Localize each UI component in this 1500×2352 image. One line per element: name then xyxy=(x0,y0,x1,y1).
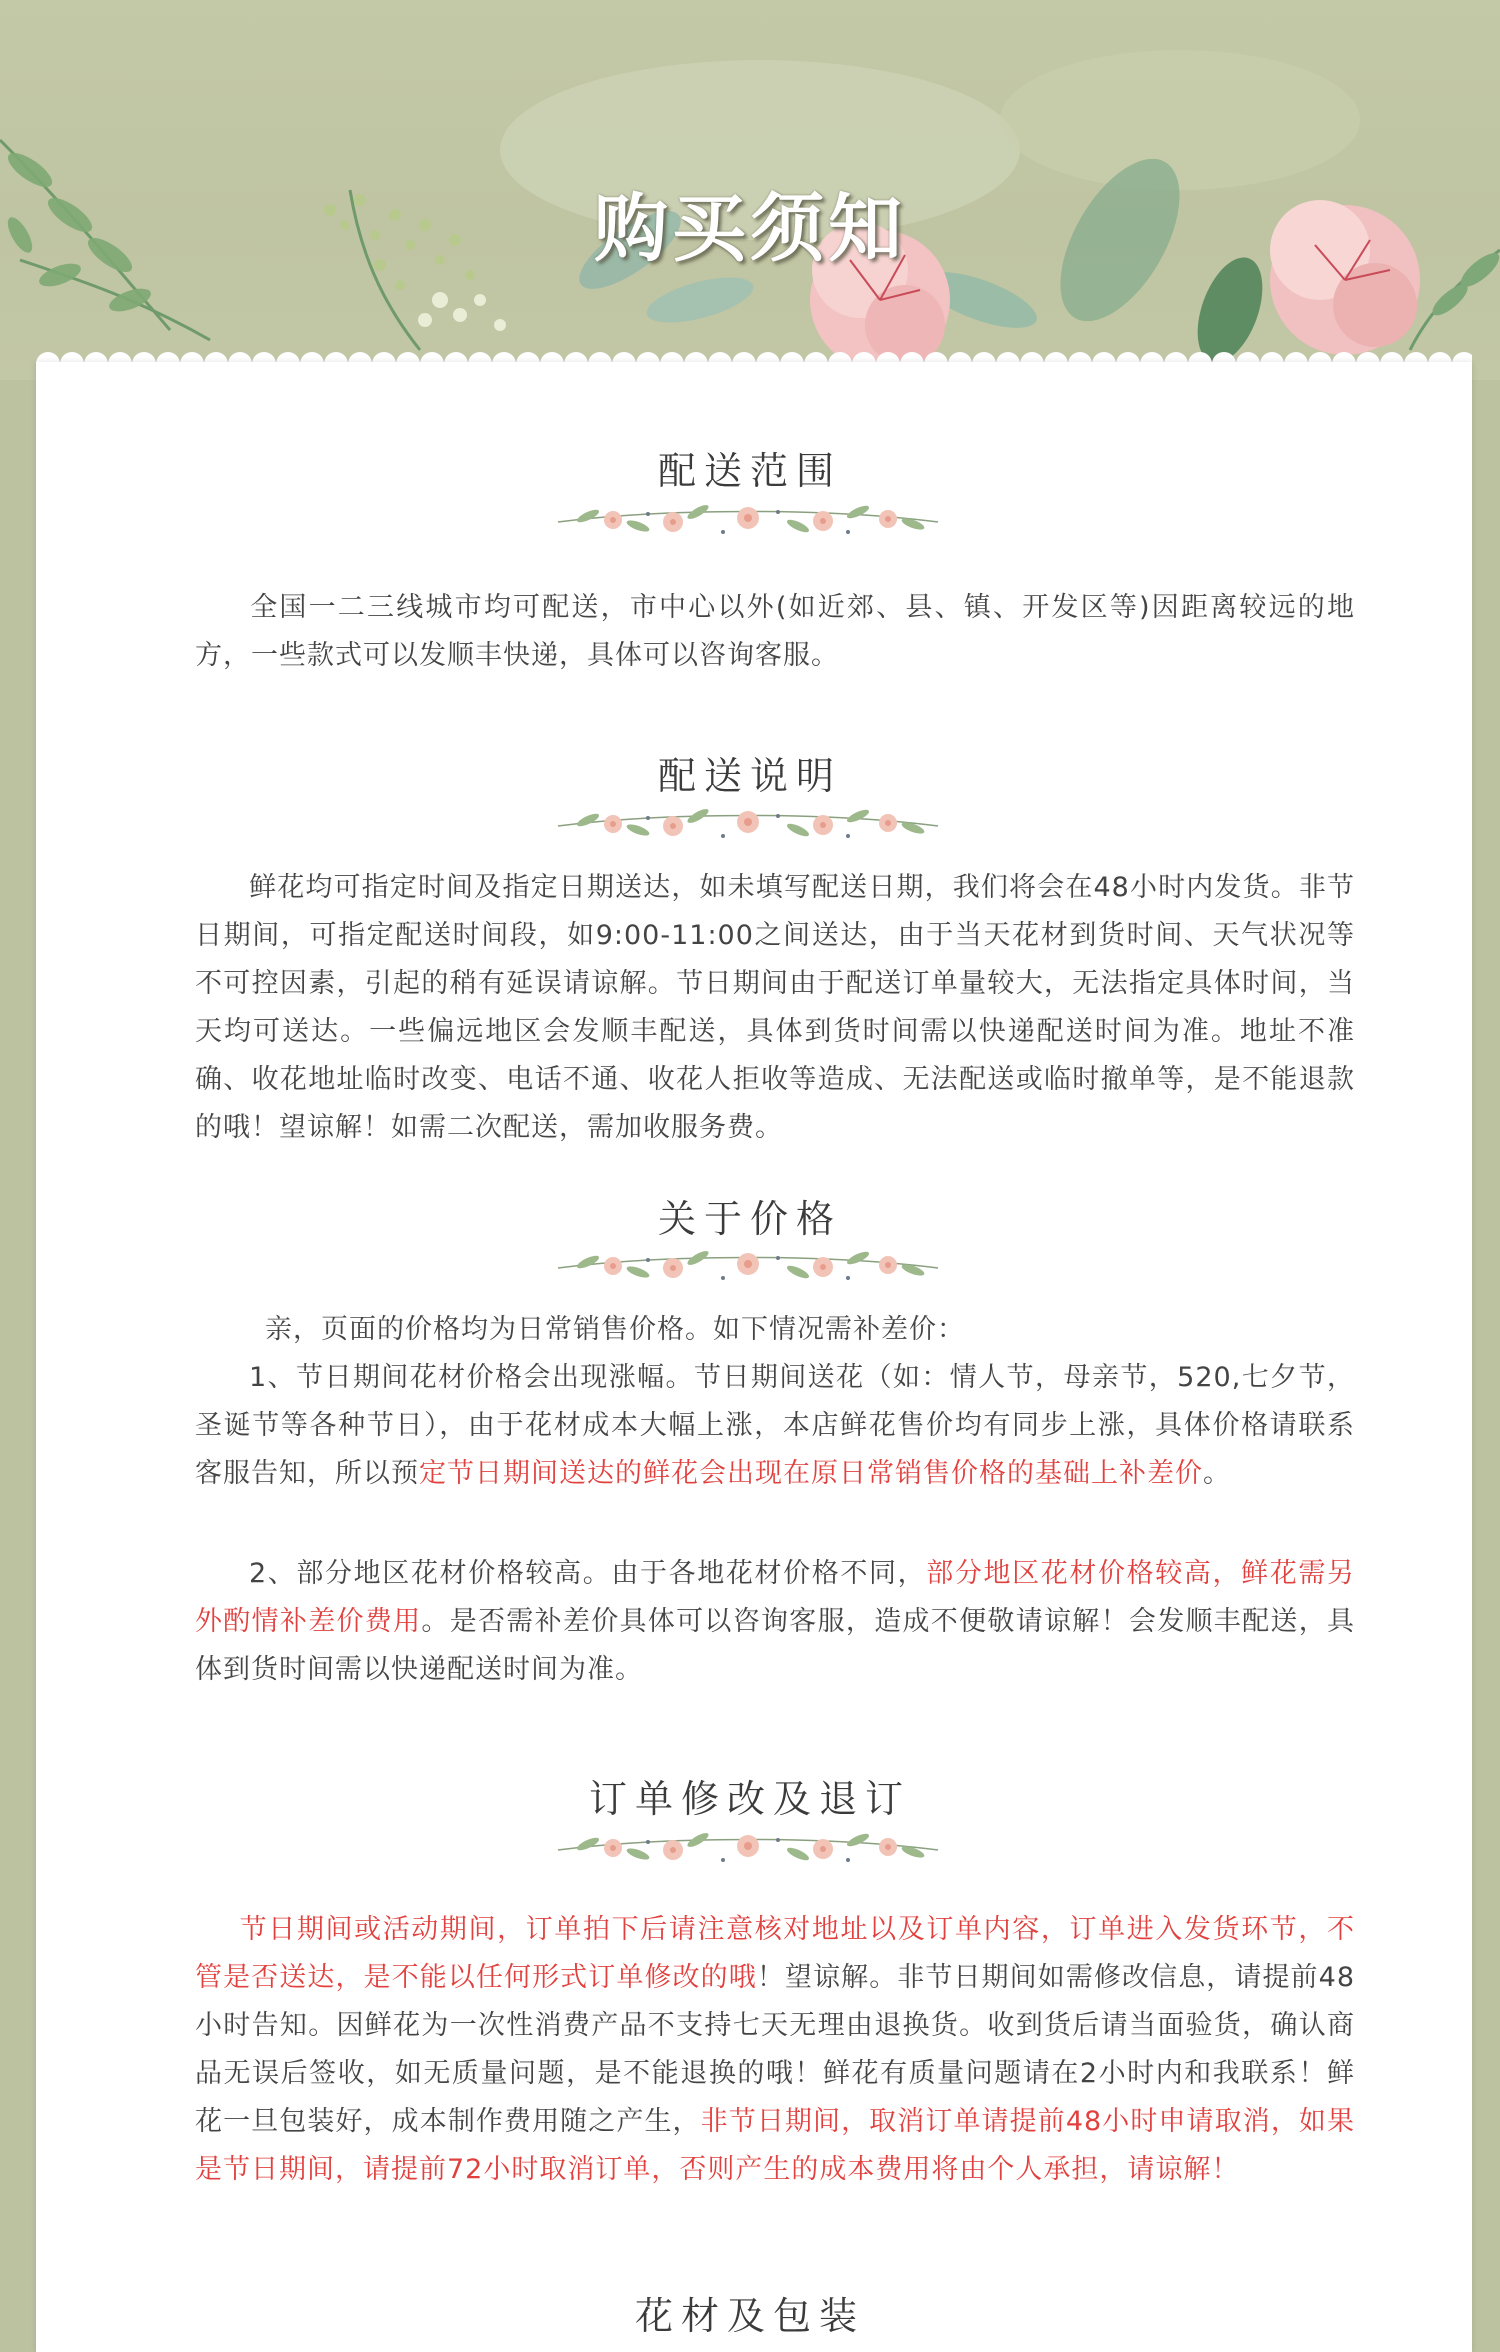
paragraph-delivery-notes xyxy=(195,864,1355,1152)
text-segment: 全国一二三线城市均可配送，市中心以外(如近郊、县、镇、开发区等)因距离较远的地方，一些款式可以发顺丰快递，具体可以咨询客服。 xyxy=(195,592,1355,671)
section-title-order-changes: 订单修改及退订 xyxy=(588,1777,911,1821)
highlight-text: 定节日期间送达的鲜花会出现在原日常销售价格的基础上补差价 xyxy=(419,1458,1203,1489)
highlight-text: 非节日期间，取消订单请提前48小时申请取消，如果是节日期间，请提前72小时取消订单，否则产生的成本费用将由个人承担，请谅解！ xyxy=(195,2106,1355,2185)
paragraph-pricing-holiday xyxy=(195,1354,1355,1498)
floral-divider xyxy=(548,488,948,548)
paragraph-order-changes xyxy=(195,1906,1355,2194)
section-title-pricing: 关于价格 xyxy=(657,1197,842,1241)
text-segment: 。 xyxy=(1203,1458,1231,1489)
text-segment: 亲，页面的价格均为日常销售价格。如下情况需补差价： xyxy=(265,1314,965,1345)
text-segment: 1、节日期间花材价格会出现涨幅。节日期间送花（如：情人节，母亲节，520,七夕节，圣诞节等各种节日），由于花材成本大幅上涨，本店鲜花售价均有同步上涨，具体价格请联系客服告知，所以预 xyxy=(195,1362,1355,1489)
paragraph-pricing-intro xyxy=(195,1306,1355,1354)
section-title-delivery-range: 配送范围 xyxy=(657,449,842,493)
highlight-text: 节日期间或活动期间，订单拍下后请注意核对地址以及订单内容，订单进入发货环节，不管是否送达，是不能以任何形式订单修改的哦 xyxy=(195,1914,1355,1993)
text-segment: 2、部分地区花材价格较高。由于各地花材价格不同， xyxy=(249,1558,927,1589)
floral-divider xyxy=(548,792,948,852)
floral-divider xyxy=(548,1234,948,1294)
section-title-delivery-notes: 配送说明 xyxy=(657,754,842,798)
text-segment: ！望谅解。非节日期间如需修改信息，请提前48小时告知。因鲜花为一次性消费产品不支持七天无理由退换货。收到货后请当面验货，确认商品无误后签收，如无质量问题，是不能退换的哦！鲜花有质量问题请在2小时内和我联系！鲜花一旦包装好，成本制作费用随之产生， xyxy=(195,1962,1356,2137)
section-title-materials-packaging: 花材及包装 xyxy=(634,2294,865,2338)
text-segment: 鲜花均可指定时间及指定日期送达，如未填写配送日期，我们将会在48小时内发货。非节日期间，可指定配送时间段，如9:00-11:00之间送达，由于当天花材到货时间、天气状况等不可控因素，引起的稍有延误请谅解。节日期间由于配送订单量较大，无法指定具体时间，当天均可送达。一些偏远地区会发顺丰配送，具体到货时间需以快递配送时间为准。地址不准确、收花地址临时改变、电话不通、收花人拒收等造成、无法配送或临时撤单等，是不能退款的哦！望谅解！如需二次配送，需加收服务费。 xyxy=(195,872,1355,1143)
paragraph-delivery-range xyxy=(195,584,1355,680)
header-banner xyxy=(0,0,1500,380)
paragraph-pricing-regional xyxy=(195,1550,1355,1694)
text-segment: 。是否需补差价具体可以咨询客服，造成不便敬请谅解！会发顺丰配送，具体到货时间需以快递配送时间为准。 xyxy=(195,1606,1356,1685)
highlight-text: 部分地区花材价格较高，鲜花需另外酌情补差价费用 xyxy=(195,1558,1355,1637)
floral-divider xyxy=(548,1816,948,1876)
banner-title: 购买须知 xyxy=(594,186,906,272)
